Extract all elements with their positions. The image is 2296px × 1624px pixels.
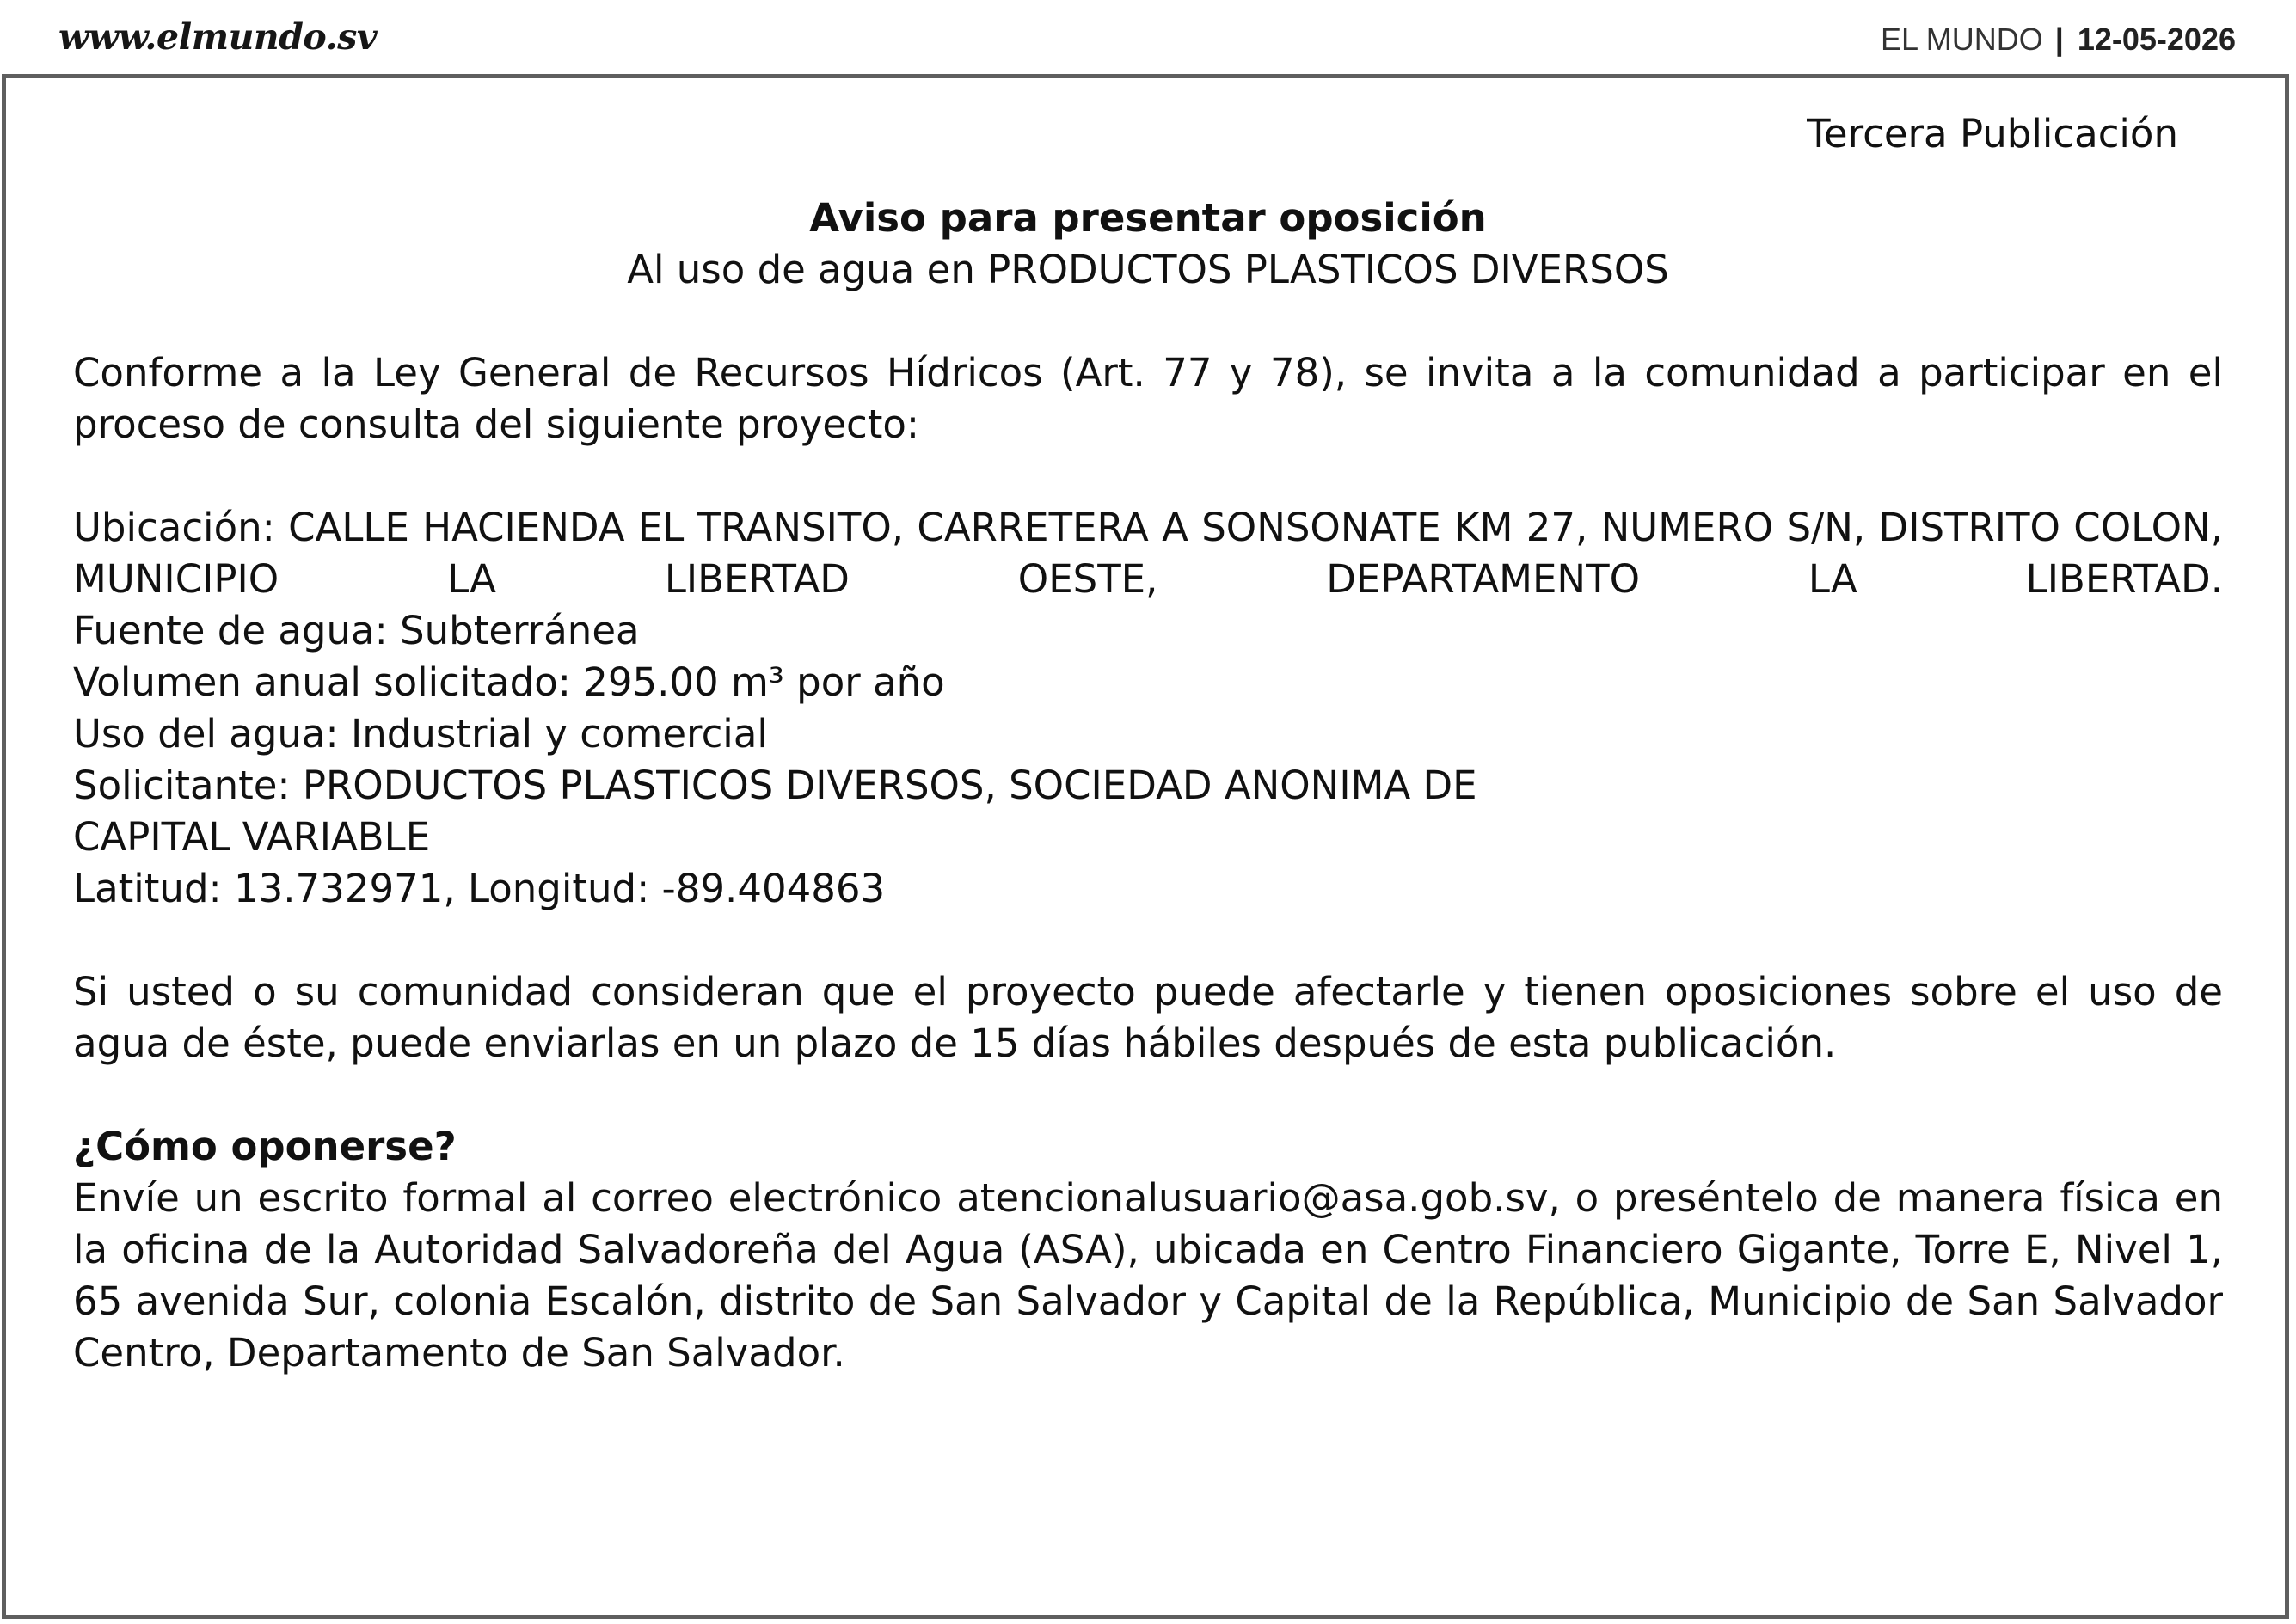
notice-title: Aviso para presentar oposición xyxy=(809,195,1487,241)
detail-water-source: Fuente de agua: Subterránea xyxy=(73,608,640,653)
detail-coordinates: Latitud: 13.732971, Longitud: -89.404863 xyxy=(73,866,886,911)
detail-annual-volume: Volumen anual solicitado: 295.00 m³ por año xyxy=(73,659,945,705)
detail-applicant-line1: Solicitante: PRODUCTOS PLASTICOS DIVERSOS, SOCIEDAD ANONIMA DE xyxy=(73,763,1477,808)
notice-content xyxy=(73,103,2223,1379)
contact-email[interactable]: atencionalusuario@asa.gob.sv xyxy=(956,1175,1549,1221)
detail-applicant-line2: CAPITAL VARIABLE xyxy=(73,814,431,860)
project-details xyxy=(73,502,2223,915)
masthead xyxy=(0,0,2296,74)
notice-subtitle: Al uso de agua en PRODUCTOS PLASTICOS DIVERSOS xyxy=(627,247,1669,292)
intro-paragraph: Conforme a la Ley General de Recursos Hídricos (Art. 77 y 78), se invita a la comunidad a participar en el proceso de consulta del siguiente proyecto: xyxy=(73,350,2223,447)
detail-location: Ubicación: CALLE HACIENDA EL TRANSITO, CARRETERA A SONSONATE KM 27, NUMERO S/N, DISTRITO COLON, MUNICIPIO LA LIBERTAD OESTE, DEPARTAMENTO LA LIBERTAD. xyxy=(73,505,2223,602)
edition-info xyxy=(1881,21,2236,58)
howto-paragraph xyxy=(73,1173,2223,1379)
separator: | xyxy=(2054,21,2064,57)
site-url[interactable]: www.elmundo.sv xyxy=(58,16,378,58)
howto-text-before-email: Envíe un escrito formal al correo electrónico xyxy=(73,1175,957,1221)
publication-label: Tercera Publicación xyxy=(1807,111,2178,156)
closing-paragraph: Si usted o su comunidad consideran que el proyecto puede afectarle y tienen oposiciones sobre el uso de agua de éste, puede enviarlas en un plazo de 15 días hábiles después de esta publicación. xyxy=(73,969,2223,1066)
howto-text-after-email: , o preséntelo de manera física en la oficina de la Autoridad Salvadoreña del Agua (ASA), ubicada en Centro Financiero Gigante, Torre E, Nivel 1, 65 avenida Sur, colonia Escalón, distrito de San Salvador y Capital de la República, Municipio de San Salvador Centro, Departamento de San Salvador. xyxy=(73,1175,2223,1376)
publication-name: EL MUNDO xyxy=(1881,21,2043,57)
howto-title: ¿Cómo oponerse? xyxy=(73,1124,457,1169)
detail-water-use: Uso del agua: Industrial y comercial xyxy=(73,711,768,757)
publication-date: 12-05-2026 xyxy=(2077,21,2236,57)
